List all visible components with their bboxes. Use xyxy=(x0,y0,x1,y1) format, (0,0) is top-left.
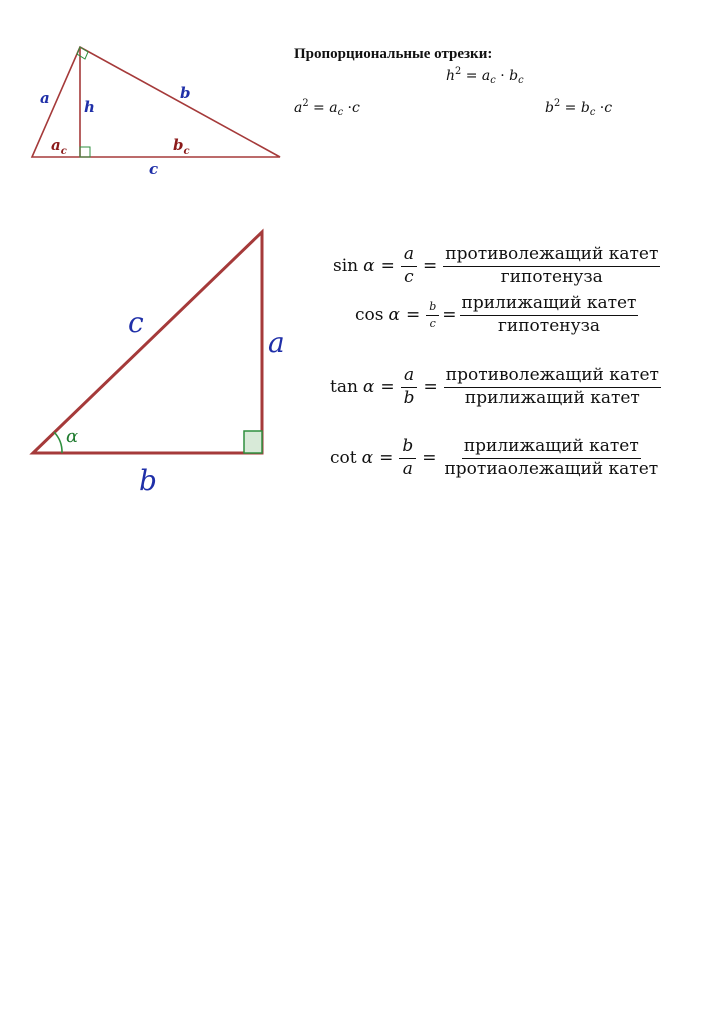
sin-formula: sin α = $\frac{a}{c}$ = $\frac{\text{противолежащий катет}}{\text{гипотенуза}}$ xyxy=(333,244,659,287)
alpha-angle-arc xyxy=(54,432,62,453)
big-label-a: a xyxy=(268,326,285,359)
h-squared-formula: $h^2 = a_c \cdot b_c$ xyxy=(446,66,524,86)
a-squared-formula: $a^2 = a_c \cdot c$ xyxy=(294,98,360,118)
small-triangle-outline xyxy=(32,47,280,157)
small-label-ac: $a_c$ xyxy=(51,136,67,157)
b-squared-formula: $b^2 = b_c \cdot c$ xyxy=(545,98,613,118)
small-triangle-diagram xyxy=(0,0,300,190)
big-label-b: b xyxy=(139,464,157,497)
altitude-right-angle-mark xyxy=(80,147,90,157)
small-label-c: c xyxy=(149,160,159,178)
big-label-c: c xyxy=(128,306,144,339)
small-label-a: a xyxy=(40,89,50,107)
small-label-bc: $b_c$ xyxy=(173,136,190,157)
proportional-title: Пропорциональные отрезки: xyxy=(294,46,493,62)
big-label-alpha: α xyxy=(66,426,79,447)
small-label-b: b xyxy=(180,84,191,102)
small-label-h: h xyxy=(84,98,95,116)
big-right-angle-mark xyxy=(244,431,262,453)
cos-formula: cos α = $\frac{b}{c}$ = $\frac{\text{прилижащий катет}}{\text{гипотенуза}}$ xyxy=(355,293,637,336)
cot-formula: cot α = $\frac{b}{a}$ = $\frac{\text{прилижащий катет}}{\text{протиаолежащий катет}}$ xyxy=(330,436,659,479)
tan-formula: tan α = $\frac{a}{b}$ = $\frac{\text{противолежащий катет}}{\text{прилижащий катет}}$ xyxy=(330,365,659,408)
big-triangle-diagram xyxy=(0,210,320,510)
big-triangle-outline xyxy=(33,232,262,453)
